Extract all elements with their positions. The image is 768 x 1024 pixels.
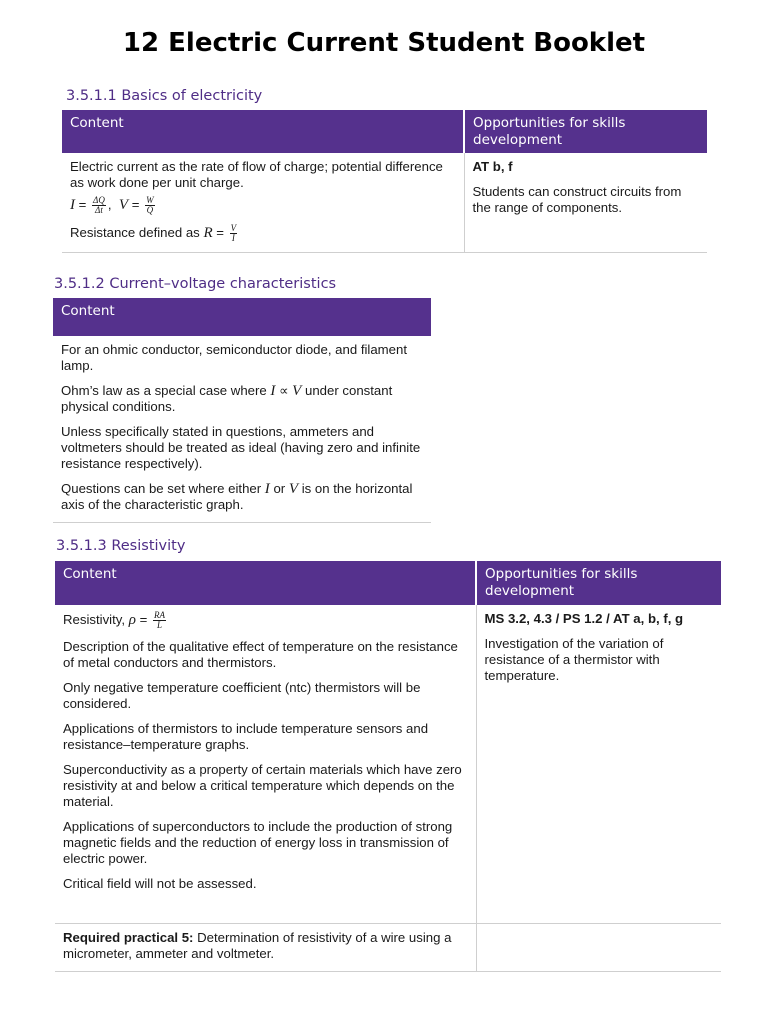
fraction: $\frac{V}{I}$ (230, 223, 237, 243)
required-practical-cell (55, 923, 476, 971)
equation-current-voltage: I = $\frac{\Delta Q}{\Delta t}$ , V = $\frac{W}{Q}$ (70, 195, 154, 215)
content-cell (62, 153, 464, 253)
ohms-law-paragraph: Ohm’s law as a special case where I ∝ V under constant physical conditions. (61, 383, 393, 414)
fraction: $\frac{\Delta Q}{\Delta t}$ (93, 195, 105, 215)
graph-axis-paragraph: Questions can be set where either I or V is on the horizontal axis of the characteristic graph. (61, 481, 413, 512)
fraction: $\frac{W}{Q}$ (146, 195, 154, 215)
content-paragraph: Critical field will not be assessed. (63, 876, 257, 891)
page-title: 12 Electric Current Student Booklet (122, 28, 646, 58)
content-cell (53, 336, 431, 523)
table-resistivity (55, 561, 721, 972)
skills-code: AT b, f (472, 159, 513, 174)
column-header-content: Content (53, 298, 431, 336)
content-paragraph: Electric current as the rate of flow of charge; potential difference as work done per unit charge. (70, 159, 443, 190)
content-cell (55, 605, 476, 923)
section-heading-basics: 3.5.1.1 Basics of electricity (66, 88, 263, 104)
content-paragraph: Unless specifically stated in questions, ammeters and voltmeters should be treated as ideal (having zero and infinite resistance respectively). (61, 424, 421, 471)
content-paragraph: Superconductivity as a property of certain materials which have zero resistivity at and below a critical temperature which depends on the material. (63, 762, 462, 809)
resistivity-definition: Resistivity, ρ = $\frac{RA}{L}$ (63, 610, 165, 630)
skills-code: MS 3.2, 4.3 / PS 1.2 / AT a, b, f, g (484, 611, 684, 626)
table-basics (62, 110, 707, 253)
column-header-content: Content (62, 110, 464, 153)
skills-cell (476, 605, 721, 923)
required-practical: Required practical 5: Determination of resistivity of a wire using a micrometer, ammeter and voltmeter. (63, 929, 452, 961)
content-paragraph: Only negative temperature coefficient (ntc) thermistors will be considered. (63, 680, 421, 711)
fraction: $\frac{RA}{L}$ (153, 610, 165, 630)
resistance-definition: Resistance defined as R = $\frac{V}{I}$ (70, 223, 237, 243)
empty-skills-cell (476, 923, 721, 971)
section-heading-resistivity: 3.5.1.3 Resistivity (56, 538, 186, 554)
table-iv (53, 298, 431, 523)
column-header-skills: Opportunities for skills development (464, 110, 707, 153)
content-paragraph: Description of the qualitative effect of temperature on the resistance of metal conductors and thermistors. (63, 639, 458, 670)
skills-cell (464, 153, 707, 253)
content-paragraph: Applications of superconductors to include the production of strong magnetic fields and the reduction of energy loss in transmission of electric power. (63, 819, 453, 866)
content-paragraph: For an ohmic conductor, semiconductor diode, and filament lamp. (61, 342, 407, 373)
skills-text: Students can construct circuits from the range of components. (472, 184, 682, 215)
column-header-skills: Opportunities for skills development (476, 561, 721, 605)
skills-text: Investigation of the variation of resistance of a thermistor with temperature. (484, 636, 664, 683)
section-heading-iv: 3.5.1.2 Current–voltage characteristics (54, 276, 337, 292)
content-paragraph: Applications of thermistors to include temperature sensors and resistance–temperature graphs. (63, 721, 429, 752)
column-header-content: Content (55, 561, 476, 605)
